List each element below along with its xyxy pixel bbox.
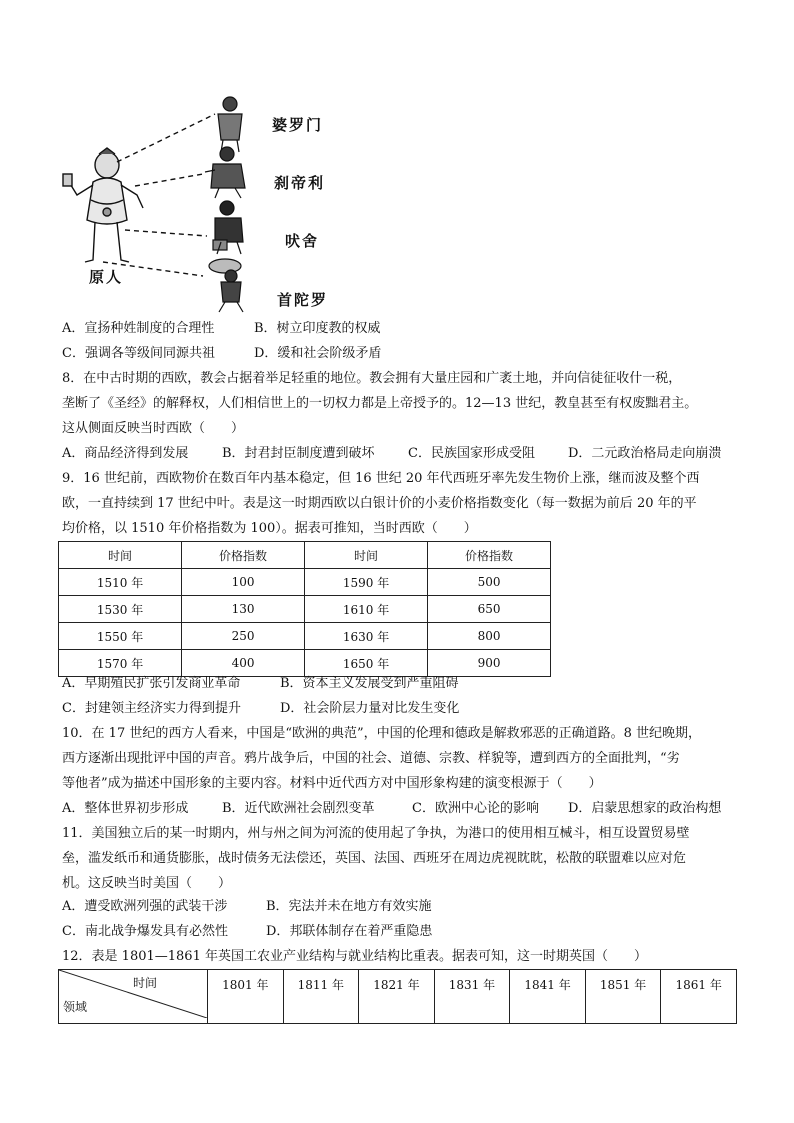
q9-stem-line: 均价格，以 1510 年价格指数为 100）。据表可推知，当时西欧（ ） — [62, 521, 477, 536]
q7-option-b: B．树立印度教的权威 — [254, 321, 381, 336]
q8-option-b: B．封君封臣制度遭到破坏 — [222, 446, 375, 461]
table-header-cell: 价格指数 — [428, 542, 551, 569]
q8-stem-line: 8．在中古时期的西欧，教会占据着举足轻重的地位。教会拥有大量庄园和广袤土地，并向信徒征收什一税， — [62, 371, 682, 386]
table-row — [59, 650, 551, 677]
table-cell: 130 — [182, 596, 305, 623]
table-header-cell: 1801 年 — [208, 970, 284, 1024]
table-cell: 1570 年 — [59, 650, 182, 677]
shudra-figure — [209, 259, 243, 312]
q11-option-a: A．遭受欧洲列强的武装干涉 — [62, 899, 228, 914]
q8-stem-line: 垄断了《圣经》的解释权，人们相信世上的一切权力都是上帝授予的。12—13 世纪，教皇甚至有权废黜君主。 — [62, 396, 698, 411]
q8-stem-line: 这从侧面反映当时西欧（ ） — [62, 421, 245, 436]
q9-stem-line: 9．16 世纪前，西欧物价在数百年内基本稳定，但 16 世纪 20 年代西班牙率先发生物价上涨，继而波及整个西 — [62, 471, 700, 486]
q10-option-c: C．欧洲中心论的影响 — [412, 801, 539, 816]
q10-option-b: B．近代欧洲社会剧烈变革 — [222, 801, 375, 816]
table-header-row — [59, 542, 551, 569]
table-cell: 1530 年 — [59, 596, 182, 623]
q10-stem-line: 10．在 17 世纪的西方人看来，中国是“欧洲的典范”，中国的伦理和德政是解救邪恶的正确道路。8 世纪晚期， — [62, 726, 702, 741]
table-row — [59, 623, 551, 650]
q11-option-c: C．南北战争爆发具有必然性 — [62, 924, 228, 939]
q10-option-a: A．整体世界初步形成 — [62, 801, 189, 816]
table-cell: 500 — [428, 569, 551, 596]
table-header-cell: 1821 年 — [359, 970, 435, 1024]
table-cell: 800 — [428, 623, 551, 650]
table-row — [59, 569, 551, 596]
corner-bottom-label: 领域 — [63, 1000, 88, 1014]
table-cell: 250 — [182, 623, 305, 650]
q10-stem-line: 西方逐渐出现批评中国的声音。鸦片战争后，中国的社会、道德、宗教、样貌等，遭到西方的全面批判，“劣 — [62, 751, 680, 766]
table-cell: 1630 年 — [304, 623, 427, 650]
q8-option-a: A．商品经济得到发展 — [62, 446, 189, 461]
table-cell: 650 — [428, 596, 551, 623]
table-cell: 400 — [182, 650, 305, 677]
origin-label: 原人 — [89, 268, 124, 286]
table-corner-cell — [59, 970, 208, 1024]
q7-option-d: D．缓和社会阶级矛盾 — [254, 346, 382, 361]
q9-option-d: D．社会阶层力量对比发生变化 — [280, 701, 460, 716]
table-header-cell: 1811 年 — [283, 970, 359, 1024]
table-header-cell: 价格指数 — [182, 542, 305, 569]
table-header-cell: 1831 年 — [434, 970, 510, 1024]
table-cell: 100 — [182, 569, 305, 596]
q7-option-a: A．宣扬种姓制度的合理性 — [62, 321, 215, 336]
q9-stem-line: 欧，一直持续到 17 世纪中叶。表是这一时期西欧以白银计价的小麦价格指数变化（每一数据为前后 20 年的平 — [62, 496, 697, 511]
caste-label-shudra: 首陀罗 — [277, 291, 329, 309]
q8-option-d: D．二元政治格局走向崩溃 — [568, 446, 722, 461]
q12-structure-table — [58, 969, 737, 1024]
q11-option-b: B．宪法并未在地方有效实施 — [266, 899, 432, 914]
q11-stem-line: 机。这反映当时美国（ ） — [62, 876, 232, 891]
q10-option-d: D．启蒙思想家的政治构想 — [568, 801, 722, 816]
table-cell: 1510 年 — [59, 569, 182, 596]
caste-label-vaishya: 吠舍 — [285, 232, 320, 250]
q9-price-table — [58, 541, 551, 677]
table-header-cell: 1851 年 — [585, 970, 661, 1024]
corner-top-label: 时间 — [133, 976, 158, 990]
table-cell: 1650 年 — [304, 650, 427, 677]
table-header-cell: 1861 年 — [661, 970, 737, 1024]
table-header-cell: 时间 — [304, 542, 427, 569]
kshatriya-figure — [205, 147, 245, 198]
q10-stem-line: 等他者”成为描述中国形象的主要内容。材料中近代西方对中国形象构建的演变根源于（ ） — [62, 776, 602, 791]
brahmin-figure — [218, 97, 242, 152]
q12-stem-line: 12．表是 1801—1861 年英国工农业产业结构与就业结构比重表。据表可知，这一时期英国（ ） — [62, 949, 647, 964]
table-header-cell: 时间 — [59, 542, 182, 569]
table-cell: 1610 年 — [304, 596, 427, 623]
table-header-cell: 1841 年 — [510, 970, 586, 1024]
vaishya-figure — [213, 201, 243, 254]
table-cell: 1550 年 — [59, 623, 182, 650]
q9-option-c: C．封建领主经济实力得到提升 — [62, 701, 241, 716]
q7-option-c: C．强调各等级间同源共祖 — [62, 346, 215, 361]
table-cell: 900 — [428, 650, 551, 677]
primal-man-figure — [63, 148, 143, 262]
q8-option-c: C．民族国家形成受阻 — [408, 446, 535, 461]
q11-stem-line: 垒，滥发纸币和通货膨胀，战时债务无法偿还，英国、法国、西班牙在周边虎视眈眈，松散的联盟难以应对危 — [62, 851, 687, 866]
q11-option-d: D．邦联体制存在着严重隐患 — [266, 924, 433, 939]
table-row — [59, 596, 551, 623]
table-cell: 1590 年 — [304, 569, 427, 596]
caste-label-kshatriya: 刹帝利 — [274, 174, 326, 192]
q9-option-a: A．早期殖民扩张引发商业革命 — [62, 676, 241, 691]
q9-option-b: B．资本主义发展受到严重阻碍 — [280, 676, 459, 691]
table-header-row — [59, 970, 737, 1024]
caste-label-brahmin: 婆罗门 — [272, 116, 324, 134]
q11-stem-line: 11．美国独立后的某一时期内，州与州之间为河流的使用起了争执，为港口的使用相互械斗，相互设置贸易壁 — [62, 826, 690, 841]
